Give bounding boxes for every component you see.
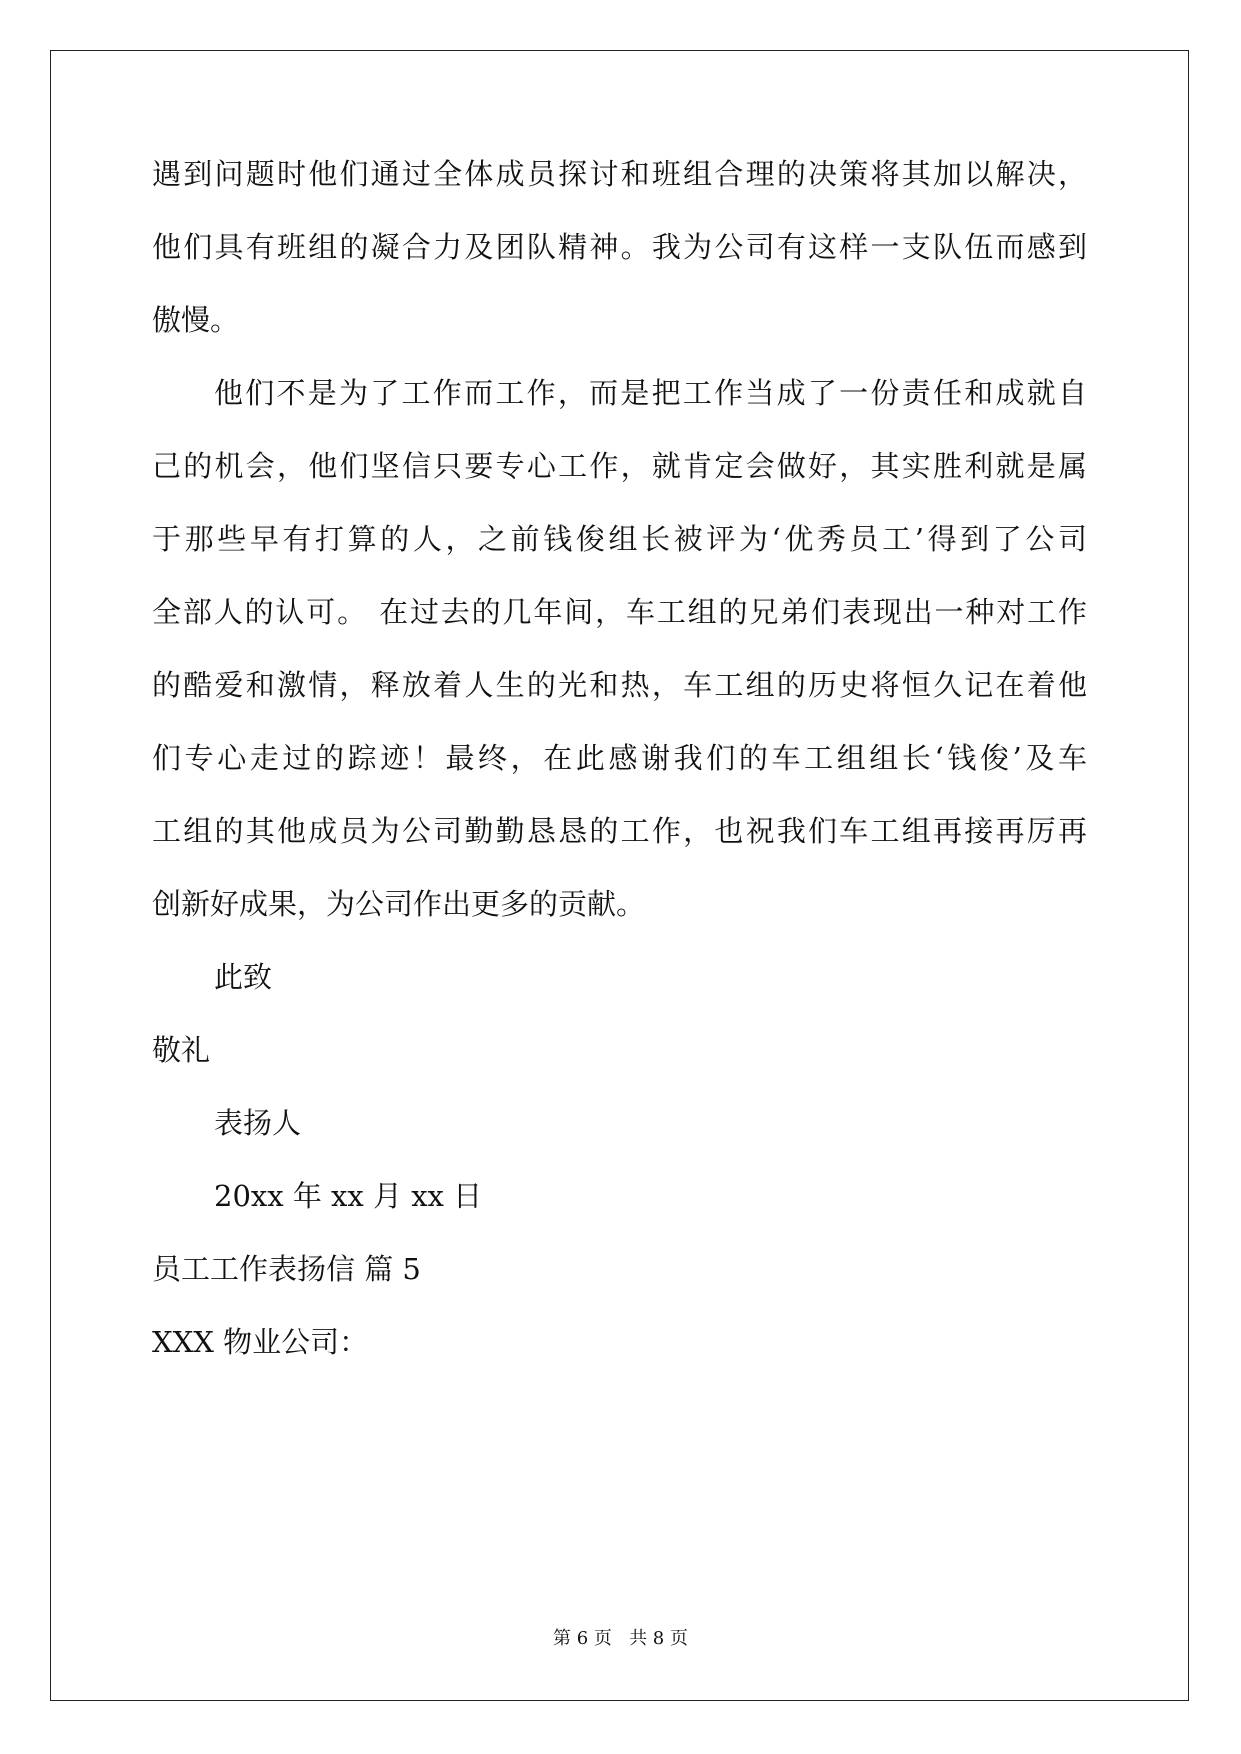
body-line: 们专心走过的踪迹！最终，在此感谢我们的车工组组长‘钱俊’及车 — [152, 741, 1087, 775]
closing-salutation: 此致 — [214, 960, 273, 994]
body-line: 的酷爱和激情，释放着人生的光和热，车工组的历史将恒久记在着他 — [152, 668, 1087, 702]
page-frame — [50, 50, 1189, 1701]
signature-label: 表扬人 — [214, 1106, 302, 1140]
date-line: 20xx 年 xx 月 xx 日 — [214, 1179, 483, 1213]
body-line: 己的机会，他们坚信只要专心工作，就肯定会做好，其实胜利就是属 — [152, 449, 1087, 483]
page-footer: 第 6 页 共 8 页 — [553, 1628, 688, 1649]
body-line: 全部人的认可。 在过去的几年间，车工组的兄弟们表现出一种对工作 — [152, 595, 1087, 629]
body-line: 于那些早有打算的人，之前钱俊组长被评为‘优秀员工’得到了公司 — [152, 522, 1087, 556]
body-line: 遇到问题时他们通过全体成员探讨和班组合理的决策将其加以解决， — [152, 157, 1087, 191]
paragraph-first-line: 他们不是为了工作而工作，而是把工作当成了一份责任和成就自 — [214, 376, 1087, 410]
body-line: 他们具有班组的凝合力及团队精神。我为公司有这样一支队伍而感到 — [152, 230, 1087, 264]
body-line: 工组的其他成员为公司勤勤恳恳的工作，也祝我们车工组再接再厉再 — [152, 814, 1087, 848]
section-heading: 员工工作表扬信 篇 5 — [152, 1252, 421, 1286]
recipient-line: XXX 物业公司： — [152, 1325, 369, 1359]
body-line: 傲慢。 — [152, 303, 240, 337]
body-line: 创新好成果，为公司作出更多的贡献。 — [152, 887, 646, 921]
closing-regards: 敬礼 — [152, 1033, 211, 1067]
